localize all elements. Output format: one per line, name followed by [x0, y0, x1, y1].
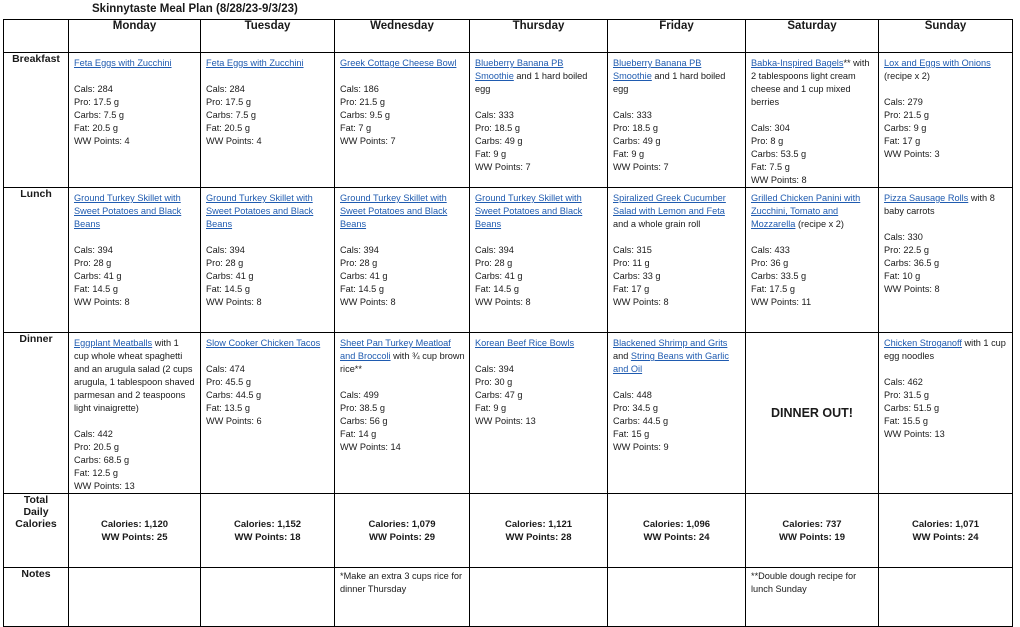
meal-content — [470, 333, 607, 428]
totals-row — [4, 494, 1013, 568]
protein-value: Pro: 17.5 g — [74, 97, 119, 107]
notes-cell — [470, 568, 608, 627]
calories-value: Cals: 394 — [475, 364, 514, 374]
meal-content — [69, 333, 200, 493]
ww-points-value: WW Points: 13 — [475, 416, 536, 426]
dinner-row — [4, 333, 1013, 494]
totals-label: Total Daily Calories — [15, 494, 57, 530]
calories-value: Cals: 330 — [884, 232, 923, 242]
meal-cell — [879, 188, 1013, 333]
meal-cell — [335, 333, 470, 494]
spacer — [613, 231, 741, 244]
meal-cell — [470, 188, 608, 333]
meal-description — [475, 192, 603, 231]
recipe-link[interactable]: Ground Turkey Skillet with Sweet Potatoes and Black Beans — [475, 193, 583, 229]
daily-ww-points: WW Points: 24 — [912, 531, 979, 543]
meal-description — [206, 192, 330, 231]
carbs-value: Carbs: 33.5 g — [751, 271, 807, 281]
spacer — [74, 70, 196, 83]
spacer — [751, 231, 874, 244]
nutrition-list — [74, 83, 196, 148]
row-label-totals — [4, 494, 69, 568]
fat-value: Fat: 17 g — [613, 284, 650, 294]
meal-connector-text: and — [613, 351, 631, 361]
meal-extra-text: with 8 baby carrots — [884, 193, 995, 216]
calories-value: Cals: 394 — [74, 245, 113, 255]
protein-value: Pro: 34.5 g — [613, 403, 658, 413]
spacer — [884, 363, 1008, 376]
carbs-value: Carbs: 68.5 g — [74, 455, 130, 465]
ww-points-value: WW Points: 8 — [751, 175, 807, 185]
fat-value: Fat: 10 g — [884, 271, 921, 281]
spacer — [751, 109, 874, 122]
meal-content — [879, 333, 1012, 441]
spacer — [884, 218, 1008, 231]
protein-value: Pro: 8 g — [751, 136, 784, 146]
nutrition-list — [613, 109, 741, 174]
calories-value: Cals: 394 — [340, 245, 379, 255]
meal-content — [746, 53, 878, 187]
calories-value: Cals: 474 — [206, 364, 245, 374]
meal-cell — [335, 188, 470, 333]
protein-value: Pro: 28 g — [206, 258, 244, 268]
meal-cell — [470, 53, 608, 188]
nutrition-list — [751, 244, 874, 309]
nutrition-list — [475, 109, 603, 174]
fat-value: Fat: 9 g — [475, 149, 507, 159]
calories-value: Cals: 186 — [340, 84, 379, 94]
daily-calories: Calories: 1,096 — [642, 518, 711, 530]
daily-ww-points: WW Points: 24 — [643, 531, 710, 543]
meal-description — [340, 337, 465, 376]
protein-value: Pro: 45.5 g — [206, 377, 251, 387]
notes-cell — [879, 568, 1013, 627]
carbs-value: Carbs: 53.5 g — [751, 149, 807, 159]
meal-extra-text: (recipe x 2) — [884, 71, 930, 81]
protein-value: Pro: 11 g — [613, 258, 650, 268]
day-header-tuesday: Tuesday — [201, 20, 335, 53]
meal-cell — [201, 188, 335, 333]
protein-value: Pro: 22.5 g — [884, 245, 929, 255]
fat-value: Fat: 14.5 g — [475, 284, 519, 294]
nutrition-list — [206, 83, 330, 148]
day-header-thursday: Thursday — [470, 20, 608, 53]
daily-total-cell — [746, 494, 879, 568]
fat-value: Fat: 15.5 g — [884, 416, 928, 426]
row-label-lunch: Lunch — [4, 188, 69, 333]
carbs-value: Carbs: 41 g — [74, 271, 122, 281]
meal-cell — [746, 53, 879, 188]
carbs-value: Carbs: 49 g — [613, 136, 661, 146]
calories-value: Cals: 394 — [475, 245, 514, 255]
recipe-link[interactable]: Slow Cooker Chicken Tacos — [206, 338, 321, 348]
spacer — [475, 96, 603, 109]
recipe-link[interactable]: Pizza Sausage Rolls — [884, 193, 969, 203]
meal-cell — [69, 188, 201, 333]
ww-points-value: WW Points: 8 — [74, 297, 130, 307]
protein-value: Pro: 28 g — [475, 258, 513, 268]
recipe-link[interactable]: Blackened Shrimp and Grits — [613, 338, 728, 348]
meal-content — [608, 333, 745, 454]
daily-total-cell — [608, 494, 746, 568]
carbs-value: Carbs: 51.5 g — [884, 403, 940, 413]
recipe-link[interactable]: Ground Turkey Skillet with Sweet Potatoes and Black Beans — [206, 193, 314, 229]
dinner-out-cell — [746, 333, 879, 494]
row-label-breakfast: Breakfast — [4, 53, 69, 188]
nutrition-list — [74, 244, 196, 309]
notes-cell — [608, 568, 746, 627]
daily-calories: Calories: 1,079 — [368, 518, 436, 530]
row-label-dinner: Dinner — [4, 333, 69, 494]
carbs-value: Carbs: 41 g — [475, 271, 523, 281]
protein-value: Pro: 36 g — [751, 258, 789, 268]
recipe-link[interactable]: Spiralized Greek Cucumber Salad with Lemon and Feta — [613, 193, 726, 216]
meal-extra-text: and a whole grain roll — [613, 219, 701, 229]
daily-calories: Calories: 737 — [782, 518, 842, 530]
recipe-link[interactable]: Sheet Pan Turkey Meatloaf and Broccoli — [340, 338, 451, 361]
carbs-value: Carbs: 41 g — [340, 271, 388, 281]
daily-ww-points: WW Points: 29 — [369, 531, 435, 543]
row-label-notes: Notes — [4, 568, 69, 627]
ww-points-value: WW Points: 6 — [206, 416, 262, 426]
ww-points-value: WW Points: 8 — [613, 297, 669, 307]
ww-points-value: WW Points: 13 — [884, 429, 945, 439]
daily-total-cell — [879, 494, 1013, 568]
ww-points-value: WW Points: 7 — [613, 162, 669, 172]
meal-content — [201, 53, 334, 148]
carbs-value: Carbs: 7.5 g — [74, 110, 125, 120]
ww-points-value: WW Points: 3 — [884, 149, 940, 159]
meal-description — [613, 57, 741, 96]
recipe-link[interactable]: Greek Cottage Cheese Bowl — [340, 58, 457, 68]
recipe-link[interactable]: Grilled Chicken Panini with Zucchini, Tomato and Mozzarella — [751, 193, 861, 229]
meal-description — [884, 192, 1008, 218]
note-text — [608, 568, 745, 570]
calories-value: Cals: 284 — [74, 84, 113, 94]
meal-cell — [69, 53, 201, 188]
calories-value: Cals: 442 — [74, 429, 113, 439]
day-header-row — [4, 20, 1013, 53]
ww-points-value: WW Points: 8 — [340, 297, 396, 307]
protein-value: Pro: 18.5 g — [613, 123, 658, 133]
meal-description — [340, 57, 465, 70]
nutrition-list — [340, 389, 465, 454]
protein-value: Pro: 31.5 g — [884, 390, 929, 400]
day-header-monday: Monday — [69, 20, 201, 53]
meal-extra-text: with 1 cup whole wheat spaghetti and an arugula salad (2 cups arugula, 1 tablespoon shaved parmesan and 2 teaspoons light vinaigrette) — [74, 338, 195, 413]
spacer — [475, 231, 603, 244]
ww-points-value: WW Points: 4 — [74, 136, 130, 146]
spacer — [613, 96, 741, 109]
daily-calories: Calories: 1,120 — [100, 518, 169, 530]
carbs-value: Carbs: 9.5 g — [340, 110, 391, 120]
meal-description — [751, 192, 874, 231]
meal-content — [201, 333, 334, 428]
fat-value: Fat: 14 g — [340, 429, 377, 439]
fat-value: Fat: 20.5 g — [206, 123, 250, 133]
nutrition-list — [340, 244, 465, 309]
corner-cell — [4, 20, 69, 53]
meal-content — [879, 188, 1012, 296]
recipe-link-secondary[interactable]: String Beans with Garlic and Oil — [613, 351, 729, 374]
notes-row — [4, 568, 1013, 627]
spacer — [206, 350, 330, 363]
nutrition-list — [475, 363, 603, 428]
fat-value: Fat: 14.5 g — [340, 284, 384, 294]
note-text: *Make an extra 3 cups rice for dinner Thursday — [340, 571, 463, 594]
recipe-link[interactable]: Ground Turkey Skillet with Sweet Potatoes and Black Beans — [74, 193, 182, 229]
fat-value: Fat: 15 g — [613, 429, 650, 439]
fat-value: Fat: 17 g — [884, 136, 921, 146]
calories-value: Cals: 462 — [884, 377, 923, 387]
ww-points-value: WW Points: 8 — [206, 297, 262, 307]
nutrition-list — [884, 376, 1008, 441]
note-text — [470, 568, 607, 570]
spacer — [74, 415, 196, 428]
meal-cell — [69, 333, 201, 494]
lunch-row — [4, 188, 1013, 333]
calories-value: Cals: 315 — [613, 245, 652, 255]
fat-value: Fat: 13.5 g — [206, 403, 250, 413]
daily-total-cell — [335, 494, 470, 568]
daily-calories: Calories: 1,152 — [233, 518, 302, 530]
meal-extra-text: ** with 2 tablespoons light cream cheese and 1 cup mixed berries — [751, 58, 870, 107]
note-text — [69, 568, 200, 570]
meal-cell — [335, 53, 470, 188]
spacer — [884, 83, 1008, 96]
protein-value: Pro: 28 g — [340, 258, 378, 268]
meal-cell — [746, 188, 879, 333]
ww-points-value: WW Points: 7 — [475, 162, 531, 172]
calories-value: Cals: 499 — [340, 390, 379, 400]
protein-value: Pro: 18.5 g — [475, 123, 520, 133]
daily-calories: Calories: 1,121 — [504, 518, 573, 530]
meal-description — [884, 57, 1008, 83]
fat-value: Fat: 20.5 g — [74, 123, 118, 133]
ww-points-value: WW Points: 14 — [340, 442, 401, 452]
carbs-value: Carbs: 44.5 g — [206, 390, 262, 400]
daily-ww-points: WW Points: 18 — [234, 531, 301, 543]
fat-value: Fat: 7.5 g — [751, 162, 790, 172]
meal-description — [613, 337, 741, 376]
day-header-saturday: Saturday — [746, 20, 879, 53]
recipe-link[interactable]: Babka-Inspired Bagels — [751, 58, 844, 68]
meal-plan-table — [3, 19, 1013, 627]
nutrition-list — [475, 244, 603, 309]
meal-cell — [608, 333, 746, 494]
meal-content — [470, 53, 607, 174]
day-header-friday: Friday — [608, 20, 746, 53]
fat-value: Fat: 9 g — [475, 403, 507, 413]
calories-value: Cals: 333 — [475, 110, 514, 120]
nutrition-list — [884, 96, 1008, 161]
meal-extra-text: and 1 hard boiled egg — [475, 71, 588, 94]
calories-value: Cals: 304 — [751, 123, 790, 133]
meal-cell — [201, 333, 335, 494]
spacer — [340, 70, 465, 83]
recipe-link[interactable]: Blueberry Banana PB Smoothie — [613, 58, 702, 81]
meal-content — [608, 53, 745, 174]
ww-points-value: WW Points: 4 — [206, 136, 262, 146]
fat-value: Fat: 14.5 g — [74, 284, 118, 294]
daily-ww-points: WW Points: 25 — [101, 531, 168, 543]
meal-description — [884, 337, 1008, 363]
nutrition-list — [751, 122, 874, 187]
recipe-link[interactable]: Chicken Stroganoff — [884, 338, 962, 348]
note-text — [201, 568, 334, 570]
meal-content — [69, 53, 200, 148]
meal-cell — [608, 53, 746, 188]
spacer — [613, 376, 741, 389]
meal-content — [470, 188, 607, 309]
calories-value: Cals: 433 — [751, 245, 790, 255]
carbs-value: Carbs: 56 g — [340, 416, 388, 426]
note-text — [879, 568, 1012, 570]
meal-cell — [201, 53, 335, 188]
recipe-link[interactable]: Feta Eggs with Zucchini — [74, 58, 172, 68]
carbs-value: Carbs: 36.5 g — [884, 258, 940, 268]
calories-value: Cals: 333 — [613, 110, 652, 120]
protein-value: Pro: 30 g — [475, 377, 513, 387]
meal-cell — [470, 333, 608, 494]
meal-extra-text: (recipe x 2) — [795, 219, 844, 229]
meal-description — [613, 192, 741, 231]
spacer — [475, 350, 603, 363]
carbs-value: Carbs: 9 g — [884, 123, 927, 133]
dinner-out-label: DINNER OUT! — [771, 406, 853, 420]
nutrition-list — [74, 428, 196, 493]
meal-content — [335, 53, 469, 148]
fat-value: Fat: 9 g — [613, 149, 645, 159]
spacer — [206, 70, 330, 83]
meal-description — [340, 192, 465, 231]
protein-value: Pro: 21.5 g — [884, 110, 929, 120]
meal-description — [74, 192, 196, 231]
meal-description — [475, 337, 603, 350]
notes-cell — [201, 568, 335, 627]
meal-description — [74, 57, 196, 70]
daily-total-cell — [201, 494, 335, 568]
fat-value: Fat: 14.5 g — [206, 284, 250, 294]
ww-points-value: WW Points: 8 — [884, 284, 940, 294]
protein-value: Pro: 20.5 g — [74, 442, 119, 452]
daily-calories: Calories: 1,071 — [911, 518, 980, 530]
day-header-sunday: Sunday — [879, 20, 1013, 53]
carbs-value: Carbs: 33 g — [613, 271, 661, 281]
nutrition-list — [206, 363, 330, 428]
calories-value: Cals: 448 — [613, 390, 652, 400]
ww-points-value: WW Points: 8 — [475, 297, 531, 307]
meal-content — [335, 188, 469, 309]
calories-value: Cals: 394 — [206, 245, 245, 255]
recipe-link[interactable]: Blueberry Banana PB Smoothie — [475, 58, 564, 81]
ww-points-value: WW Points: 7 — [340, 136, 396, 146]
meal-content — [608, 188, 745, 309]
calories-value: Cals: 279 — [884, 97, 923, 107]
daily-total-cell — [69, 494, 201, 568]
notes-cell — [335, 568, 470, 627]
meal-content — [879, 53, 1012, 161]
meal-description — [206, 57, 330, 70]
nutrition-list — [613, 244, 741, 309]
spacer — [340, 376, 465, 389]
meal-content — [746, 188, 878, 309]
meal-description — [751, 57, 874, 109]
note-text: **Double dough recipe for lunch Sunday — [751, 571, 857, 594]
meal-cell — [879, 53, 1013, 188]
ww-points-value: WW Points: 11 — [751, 297, 812, 307]
daily-ww-points: WW Points: 19 — [779, 531, 845, 543]
protein-value: Pro: 21.5 g — [340, 97, 385, 107]
recipe-link[interactable]: Lox and Eggs with Onions — [884, 58, 991, 68]
meal-cell — [608, 188, 746, 333]
recipe-link[interactable]: Eggplant Meatballs — [74, 338, 153, 348]
meal-content — [201, 188, 334, 309]
carbs-value: Carbs: 49 g — [475, 136, 523, 146]
meal-description — [475, 57, 603, 96]
meal-extra-text: with 1 cup egg noodles — [884, 338, 1006, 361]
ww-points-value: WW Points: 9 — [613, 442, 669, 452]
carbs-value: Carbs: 7.5 g — [206, 110, 257, 120]
day-header-wednesday: Wednesday — [335, 20, 470, 53]
spacer — [340, 231, 465, 244]
nutrition-list — [340, 83, 465, 148]
daily-total-cell — [470, 494, 608, 568]
recipe-link[interactable]: Ground Turkey Skillet with Sweet Potatoes and Black Beans — [340, 193, 448, 229]
fat-value: Fat: 7 g — [340, 123, 372, 133]
spacer — [206, 231, 330, 244]
fat-value: Fat: 17.5 g — [751, 284, 795, 294]
recipe-link[interactable]: Korean Beef Rice Bowls — [475, 338, 575, 348]
meal-cell — [879, 333, 1013, 494]
page-title: Skinnytaste Meal Plan (8/28/23-9/3/23) — [92, 3, 298, 15]
calories-value: Cals: 284 — [206, 84, 245, 94]
meal-extra-text: with ¾ cup brown rice** — [340, 351, 465, 374]
protein-value: Pro: 28 g — [74, 258, 112, 268]
spacer — [74, 231, 196, 244]
carbs-value: Carbs: 47 g — [475, 390, 523, 400]
protein-value: Pro: 38.5 g — [340, 403, 385, 413]
meal-extra-text: and 1 hard boiled egg — [613, 71, 726, 94]
protein-value: Pro: 17.5 g — [206, 97, 251, 107]
meal-content — [335, 333, 469, 454]
meal-description — [74, 337, 196, 415]
notes-cell — [746, 568, 879, 627]
nutrition-list — [884, 231, 1008, 296]
nutrition-list — [206, 244, 330, 309]
notes-cell — [69, 568, 201, 627]
carbs-value: Carbs: 41 g — [206, 271, 254, 281]
breakfast-row — [4, 53, 1013, 188]
daily-ww-points: WW Points: 28 — [505, 531, 572, 543]
meal-description — [206, 337, 330, 350]
nutrition-list — [613, 389, 741, 454]
meal-content — [69, 188, 200, 309]
fat-value: Fat: 12.5 g — [74, 468, 118, 478]
ww-points-value: WW Points: 13 — [74, 481, 135, 491]
carbs-value: Carbs: 44.5 g — [613, 416, 669, 426]
recipe-link[interactable]: Feta Eggs with Zucchini — [206, 58, 304, 68]
